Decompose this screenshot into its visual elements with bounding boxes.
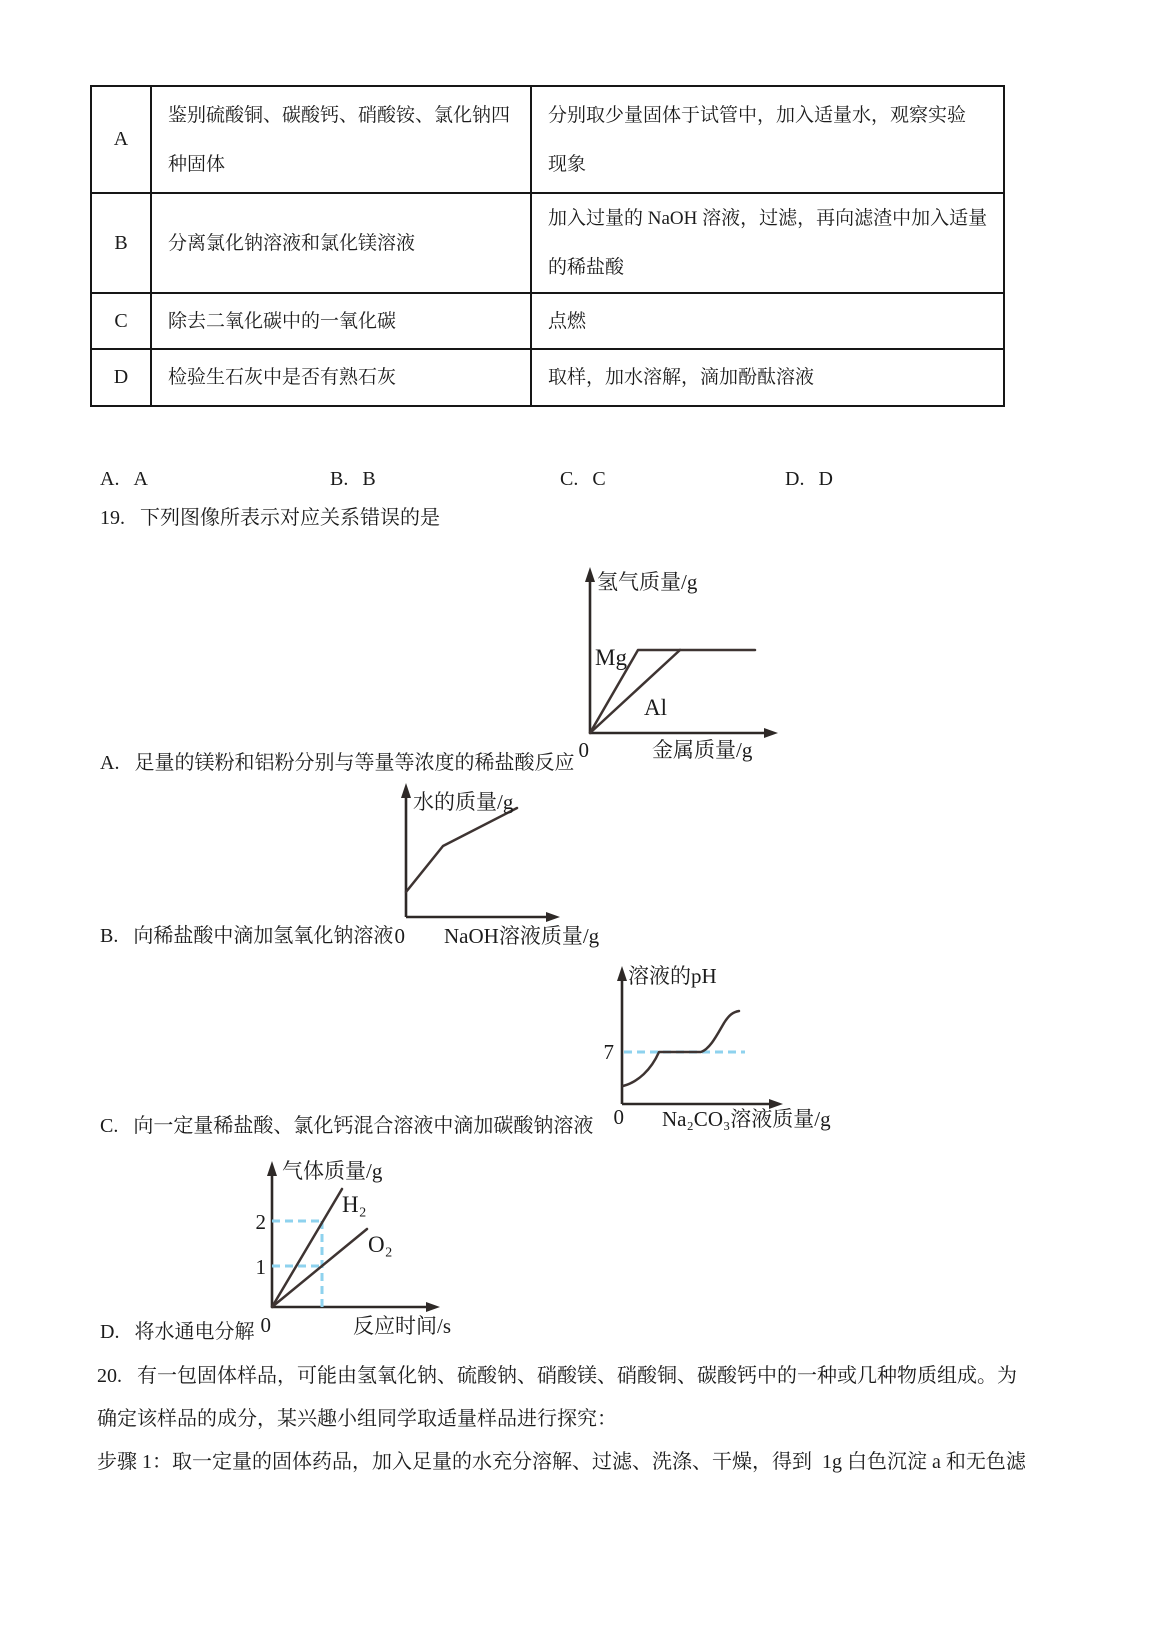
y-axis-label: 气体质量/g — [282, 1159, 383, 1183]
question-text-line1: 有一包固体样品，可能由氢氧化钠、硫酸钠、硝酸镁、硝酸铜、碳酸钙中的一种或几种物质组成。为 — [137, 1365, 1017, 1387]
origin-label: 0 — [260, 1313, 271, 1337]
option-19-d — [100, 1319, 254, 1345]
table-row — [91, 193, 1004, 293]
origin-label: 0 — [578, 738, 589, 762]
y-axis-arrow-icon — [585, 567, 595, 582]
question-20-line2 — [97, 1406, 617, 1432]
task-line: 鉴别硫酸铜、碳酸钙、硝酸铵、氯化钠四 — [168, 104, 511, 126]
question-text-line2: 确定该样品的成分，某兴趣小组同学取适量样品进行探究： — [97, 1408, 617, 1430]
x-axis-label: Na₂CO₃溶液质量/g — [662, 1107, 831, 1131]
origin-label: 0 — [613, 1105, 624, 1129]
al-series-label: Al — [644, 695, 667, 720]
option-marker: D. — [785, 468, 805, 490]
h2-series-label: H₂ — [342, 1192, 367, 1217]
y-axis-label: 溶液的pH — [628, 964, 717, 988]
origin-label: 0 — [394, 924, 405, 948]
question-19 — [100, 505, 440, 531]
o2-line — [272, 1229, 367, 1307]
experiment-task-cell — [151, 193, 531, 293]
y-tick-7: 7 — [603, 1040, 614, 1064]
question-number: 19. — [100, 507, 125, 529]
option-marker: D. — [100, 1321, 120, 1343]
experiment-method-cell — [531, 349, 1004, 406]
option-19-b — [100, 923, 393, 949]
water-mass-line — [406, 808, 517, 892]
x-axis-arrow-icon — [764, 728, 778, 738]
task-line: 分离氯化钠溶液和氯化镁溶液 — [168, 232, 416, 254]
answer-option-b — [330, 467, 376, 491]
table-row — [91, 86, 1004, 193]
method-line: 现象 — [548, 153, 587, 175]
table-row — [91, 349, 1004, 406]
x-axis-label: 金属质量/g — [652, 738, 753, 762]
x-axis-label: 反应时间/s — [353, 1314, 452, 1338]
experiment-task-cell — [151, 293, 531, 349]
h2-line — [272, 1189, 342, 1307]
x-axis-arrow-icon — [546, 912, 560, 922]
option-text: 将水通电分解 — [134, 1321, 255, 1343]
method-line: 的稀盐酸 — [548, 257, 625, 278]
row-label: A — [91, 86, 151, 193]
comparison-table — [90, 85, 1005, 407]
option-text: D — [818, 468, 833, 490]
chart-a-hydrogen-vs-metal — [540, 545, 800, 775]
experiment-method-cell — [531, 293, 1004, 349]
task-line: 检验生石灰中是否有熟石灰 — [168, 367, 397, 388]
y-axis-arrow-icon — [617, 966, 627, 981]
experiment-method-cell — [531, 86, 1004, 193]
option-text: C — [592, 468, 606, 490]
option-text: 向稀盐酸中滴加氢氧化钠溶液 — [133, 925, 394, 947]
o2-series-label: O₂ — [368, 1232, 393, 1257]
y-tick-2: 2 — [255, 1210, 266, 1234]
answer-option-c — [560, 467, 606, 491]
answer-option-d — [785, 467, 833, 491]
experiment-task-cell — [151, 86, 531, 193]
option-marker: B. — [100, 925, 119, 947]
mg-series-label: Mg — [595, 645, 627, 670]
y-axis-label: 水的质量/g — [413, 790, 514, 814]
chart-b-water-vs-naoh — [360, 745, 600, 955]
option-marker: B. — [330, 468, 349, 490]
answer-option-a — [100, 467, 148, 491]
option-text: A — [133, 468, 148, 490]
method-line: 点燃 — [548, 310, 587, 332]
option-marker: A. — [100, 468, 120, 490]
experiment-task-cell — [151, 349, 531, 406]
option-marker: C. — [560, 468, 579, 490]
row-label: D — [91, 349, 151, 406]
ph-curve — [623, 1011, 739, 1086]
y-axis-arrow-icon — [401, 783, 411, 798]
row-label: C — [91, 293, 151, 349]
chart-d-electrolysis — [235, 1148, 470, 1344]
option-text: B — [362, 468, 376, 490]
method-line: 分别取少量固体于试管中，加入适量水，观察实验 — [548, 104, 967, 126]
table-row — [91, 293, 1004, 349]
row-label: B — [91, 193, 151, 293]
option-19-c — [100, 1113, 593, 1139]
step1-text: 步骤 1：取一定量的固体药品，加入足量的水充分溶解、过滤、洗涤、干燥，得到 1g 白色沉淀 a 和无色滤 — [97, 1451, 1026, 1473]
y-axis-arrow-icon — [267, 1161, 277, 1176]
option-text: 足量的镁粉和铝粉分别与等量等浓度的稀盐酸反应 — [134, 752, 575, 774]
method-line: 加入过量的 NaOH 溶液，过滤，再向滤渣中加入适量 — [548, 208, 988, 229]
option-marker: C. — [100, 1115, 119, 1137]
experiment-method-cell — [531, 193, 1004, 293]
y-axis-label: 氢气质量/g — [597, 570, 698, 594]
question-20-step1 — [97, 1449, 1026, 1475]
question-number: 20. — [97, 1365, 122, 1387]
option-text: 向一定量稀盐酸、氯化钙混合溶液中滴加碳酸钠溶液 — [133, 1115, 594, 1137]
y-tick-1: 1 — [255, 1255, 266, 1279]
task-line: 种固体 — [168, 153, 226, 175]
chart-c-ph-vs-na2co3 — [558, 953, 831, 1138]
method-line: 取样，加水溶解，滴加酚酞溶液 — [548, 367, 815, 388]
option-marker: A. — [100, 752, 120, 774]
question-20 — [97, 1363, 1017, 1389]
task-line: 除去二氧化碳中的一氧化碳 — [168, 310, 397, 332]
x-axis-label: NaOH溶液质量/g — [444, 924, 600, 948]
question-text: 下列图像所表示对应关系错误的是 — [140, 507, 440, 529]
x-axis-arrow-icon — [426, 1302, 440, 1312]
